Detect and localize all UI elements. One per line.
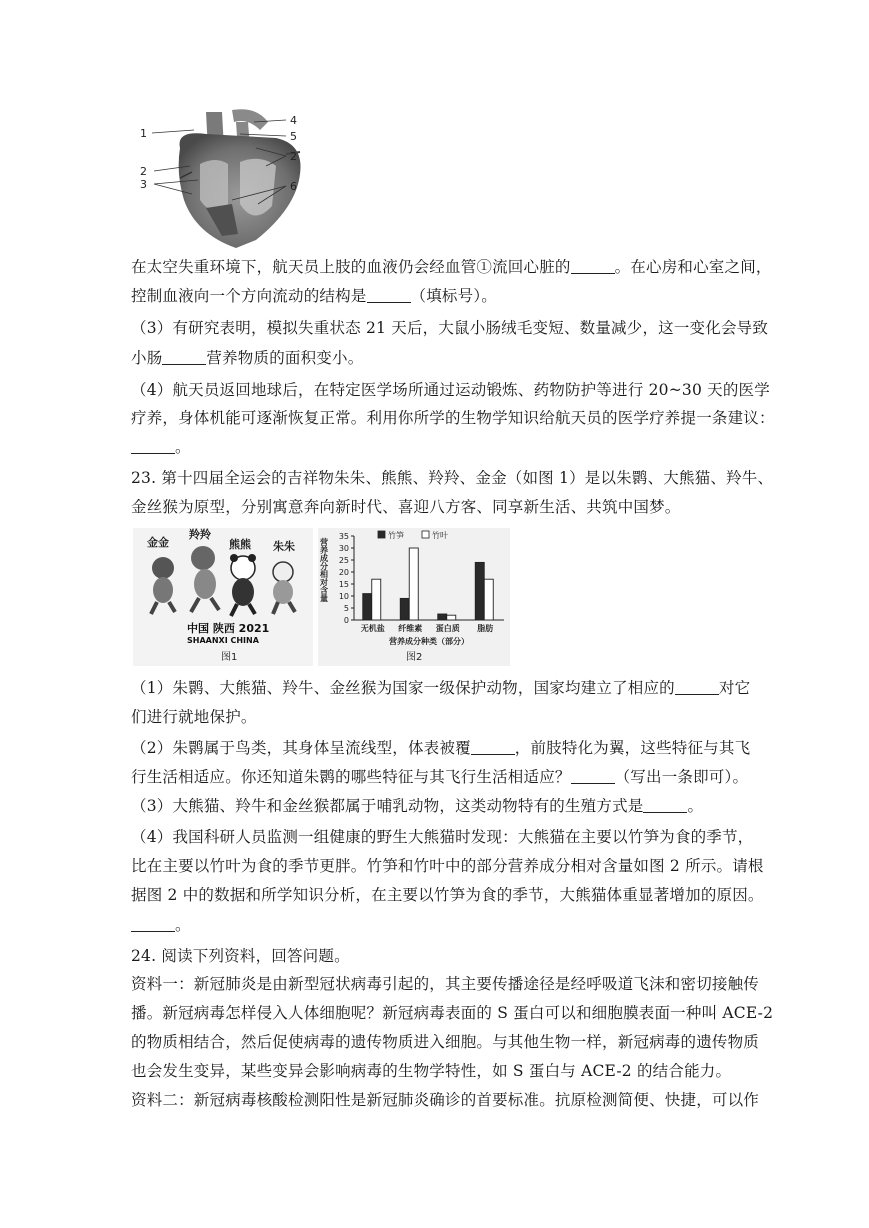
legend-swatch-1 [422, 531, 429, 538]
y-tick-label: 0 [343, 616, 349, 625]
y-axis-label: 营养成分相对含量 [319, 538, 329, 602]
heart-label-5: 5 [290, 130, 297, 143]
y-tick-label: 10 [338, 592, 349, 601]
heart-diagram [136, 108, 336, 248]
bar-3-0 [475, 562, 484, 620]
y-tick-label: 5 [343, 604, 349, 613]
x-tick-label: 纤维素 [398, 624, 423, 633]
mascot-brand: 中国 陕西 2021 [187, 622, 270, 635]
x-tick-label: 蛋白质 [435, 624, 460, 633]
q23-part4-line-3: 据图 2 中的数据和所学知识分析，在主要以竹笋为食的季节，大熊猫体重显著增加的原因。 [131, 886, 764, 904]
bar-2-1 [447, 615, 456, 620]
answer-blank[interactable] [571, 259, 615, 274]
legend-swatch-0 [378, 531, 385, 538]
q22-line-2: 控制血液向一个方向流动的结构是 （填标号）。 [131, 287, 497, 305]
mascot-name-jinjin: 金金 [147, 536, 169, 549]
q22-part4-line-1: （4）航天员返回地球后，在特定医学场所通过运动锻炼、药物防护等进行 20~30 天的医学 [131, 381, 770, 399]
q22-line-1: 在太空失重环境下，航天员上肢的血液仍会经血管①流回心脏的 。在心房和心室之间， [131, 258, 772, 276]
q24-intro: 24. 阅读下列资料，回答问题。 [131, 947, 350, 965]
answer-blank[interactable] [643, 798, 687, 813]
mascot-name-xiongxiong: 熊熊 [229, 538, 251, 551]
answer-blank[interactable] [162, 350, 206, 365]
mascot-lingling [191, 546, 219, 612]
q23-part1-line-1: （1）朱鹮、大熊猫、羚牛、金丝猴为国家一级保护动物，国家均建立了相应的 对它 [131, 679, 751, 697]
legend-label-1: 竹叶 [432, 531, 448, 540]
q23-part4-line-2: 比在主要以竹叶为食的季节更胖。竹笋和竹叶中的部分营养成分相对含量如图 2 所示。请根 [131, 857, 764, 875]
x-tick-label: 无机盐 [360, 624, 385, 633]
heart-label-2-left: 2 [140, 165, 147, 178]
q23-part4-line-1: （4）我国科研人员监测一组健康的野生大熊猫时发现：大熊猫在主要以竹笋为食的季节， [131, 828, 754, 846]
bar-0-0 [363, 594, 372, 620]
q22-part4-line-3: 。 [131, 437, 191, 457]
mascots-figure [133, 528, 313, 666]
q23-part2-line-2: 行生活相适应。你还知道朱鹮的哪些特征与其飞行生活相适应？ （写出一条即可）。 [131, 768, 749, 786]
q23-intro-line-2: 金丝猴为原型，分别寓意奔向新时代、喜迎八方客、同享新生活、共筑中国梦。 [131, 498, 681, 516]
figure-2-caption: 图2 [406, 652, 423, 663]
q22-part4-line-2: 疗养，身体机能可逐渐恢复正常。利用你所学的生物学知识给航天员的医学疗养提一条建议： [131, 409, 775, 427]
figure-1-caption: 图1 [221, 652, 238, 663]
mascot-name-lingling: 羚羚 [189, 528, 211, 541]
q24-material1-line-3: 的物质相结合，然后促使病毒的遗传物质进入细胞。与其他生物一样，新冠病毒的遗传物质 [131, 1033, 760, 1051]
q23-part2-line-1: （2）朱鹮属于鸟类，其身体呈流线型，体表被覆 ，前肢特化为翼，这些特征与其飞 [131, 739, 751, 757]
y-tick-label: 25 [338, 556, 349, 565]
legend-label-0: 竹笋 [388, 531, 404, 540]
y-tick-label: 30 [338, 544, 349, 553]
heart-label-4: 4 [290, 114, 297, 127]
q24-material1-line-2: 播。新冠病毒怎样侵入人体细胞呢？新冠病毒表面的 S 蛋白可以和细胞膜表面一种叫 ACE-2 [131, 1004, 774, 1022]
y-tick-label: 15 [338, 580, 349, 589]
q24-material1-line-4: 也会发生变异，某些变异会影响病毒的生物学特性，如 S 蛋白与 ACE-2 的结合能力。 [131, 1062, 732, 1080]
mascot-name-zhuzhu: 朱朱 [273, 540, 295, 553]
q24-material2-line-1: 资料二：新冠病毒核酸检测阳性是新冠肺炎确诊的首要标准。抗原检测简便、快捷，可以作 [131, 1091, 760, 1109]
answer-blank[interactable] [367, 288, 411, 303]
q23-part4-line-4: 。 [131, 915, 191, 935]
answer-blank[interactable] [471, 740, 515, 755]
q23-part1-line-2: 们进行就地保护。 [131, 708, 257, 726]
x-axis-label: 营养成分种类（部分） [389, 637, 469, 646]
nutrient-bar-chart [318, 528, 510, 666]
q23-part3-line: （3）大熊猫、羚牛和金丝猴都属于哺乳动物，这类动物特有的生殖方式是 。 [131, 797, 704, 815]
x-tick-label: 脂肪 [477, 624, 494, 633]
heart-label-2-right: 2 [290, 150, 297, 163]
bar-0-1 [372, 579, 381, 620]
answer-blank[interactable] [131, 917, 175, 932]
y-tick-label: 20 [338, 568, 349, 577]
q22-part3-line-1: （3）有研究表明，模拟失重状态 21 天后，大鼠小肠绒毛变短、数量减少，这一变化会导致 [131, 319, 769, 337]
answer-blank[interactable] [675, 680, 719, 695]
q23-intro-line-1: 23. 第十四届全运会的吉祥物朱朱、熊熊、羚羚、金金（如图 1）是以朱鹮、大熊猫、羚牛、 [131, 469, 774, 487]
mascot-jinjin [151, 557, 175, 614]
answer-blank[interactable] [571, 769, 615, 784]
bar-2-0 [438, 614, 447, 620]
bar-3-1 [484, 579, 493, 620]
q24-material1-line-1: 资料一：新冠肺炎是由新型冠状病毒引起的，其主要传播途径是经呼吸道飞沫和密切接触传 [131, 975, 760, 993]
answer-blank[interactable] [131, 439, 175, 454]
bar-1-1 [409, 548, 418, 620]
heart-label-1: 1 [140, 127, 147, 140]
mascot-zhuzhu [273, 562, 295, 614]
q22-part3-line-2: 小肠 营养物质的面积变小。 [131, 349, 364, 367]
mascot-brand-en: SHAANXI CHINA [187, 636, 259, 645]
bar-1-0 [400, 598, 409, 620]
mascot-xiongxiong [230, 554, 256, 616]
y-tick-label: 35 [338, 532, 349, 541]
heart-label-6: 6 [290, 180, 297, 193]
heart-label-3: 3 [140, 178, 147, 191]
